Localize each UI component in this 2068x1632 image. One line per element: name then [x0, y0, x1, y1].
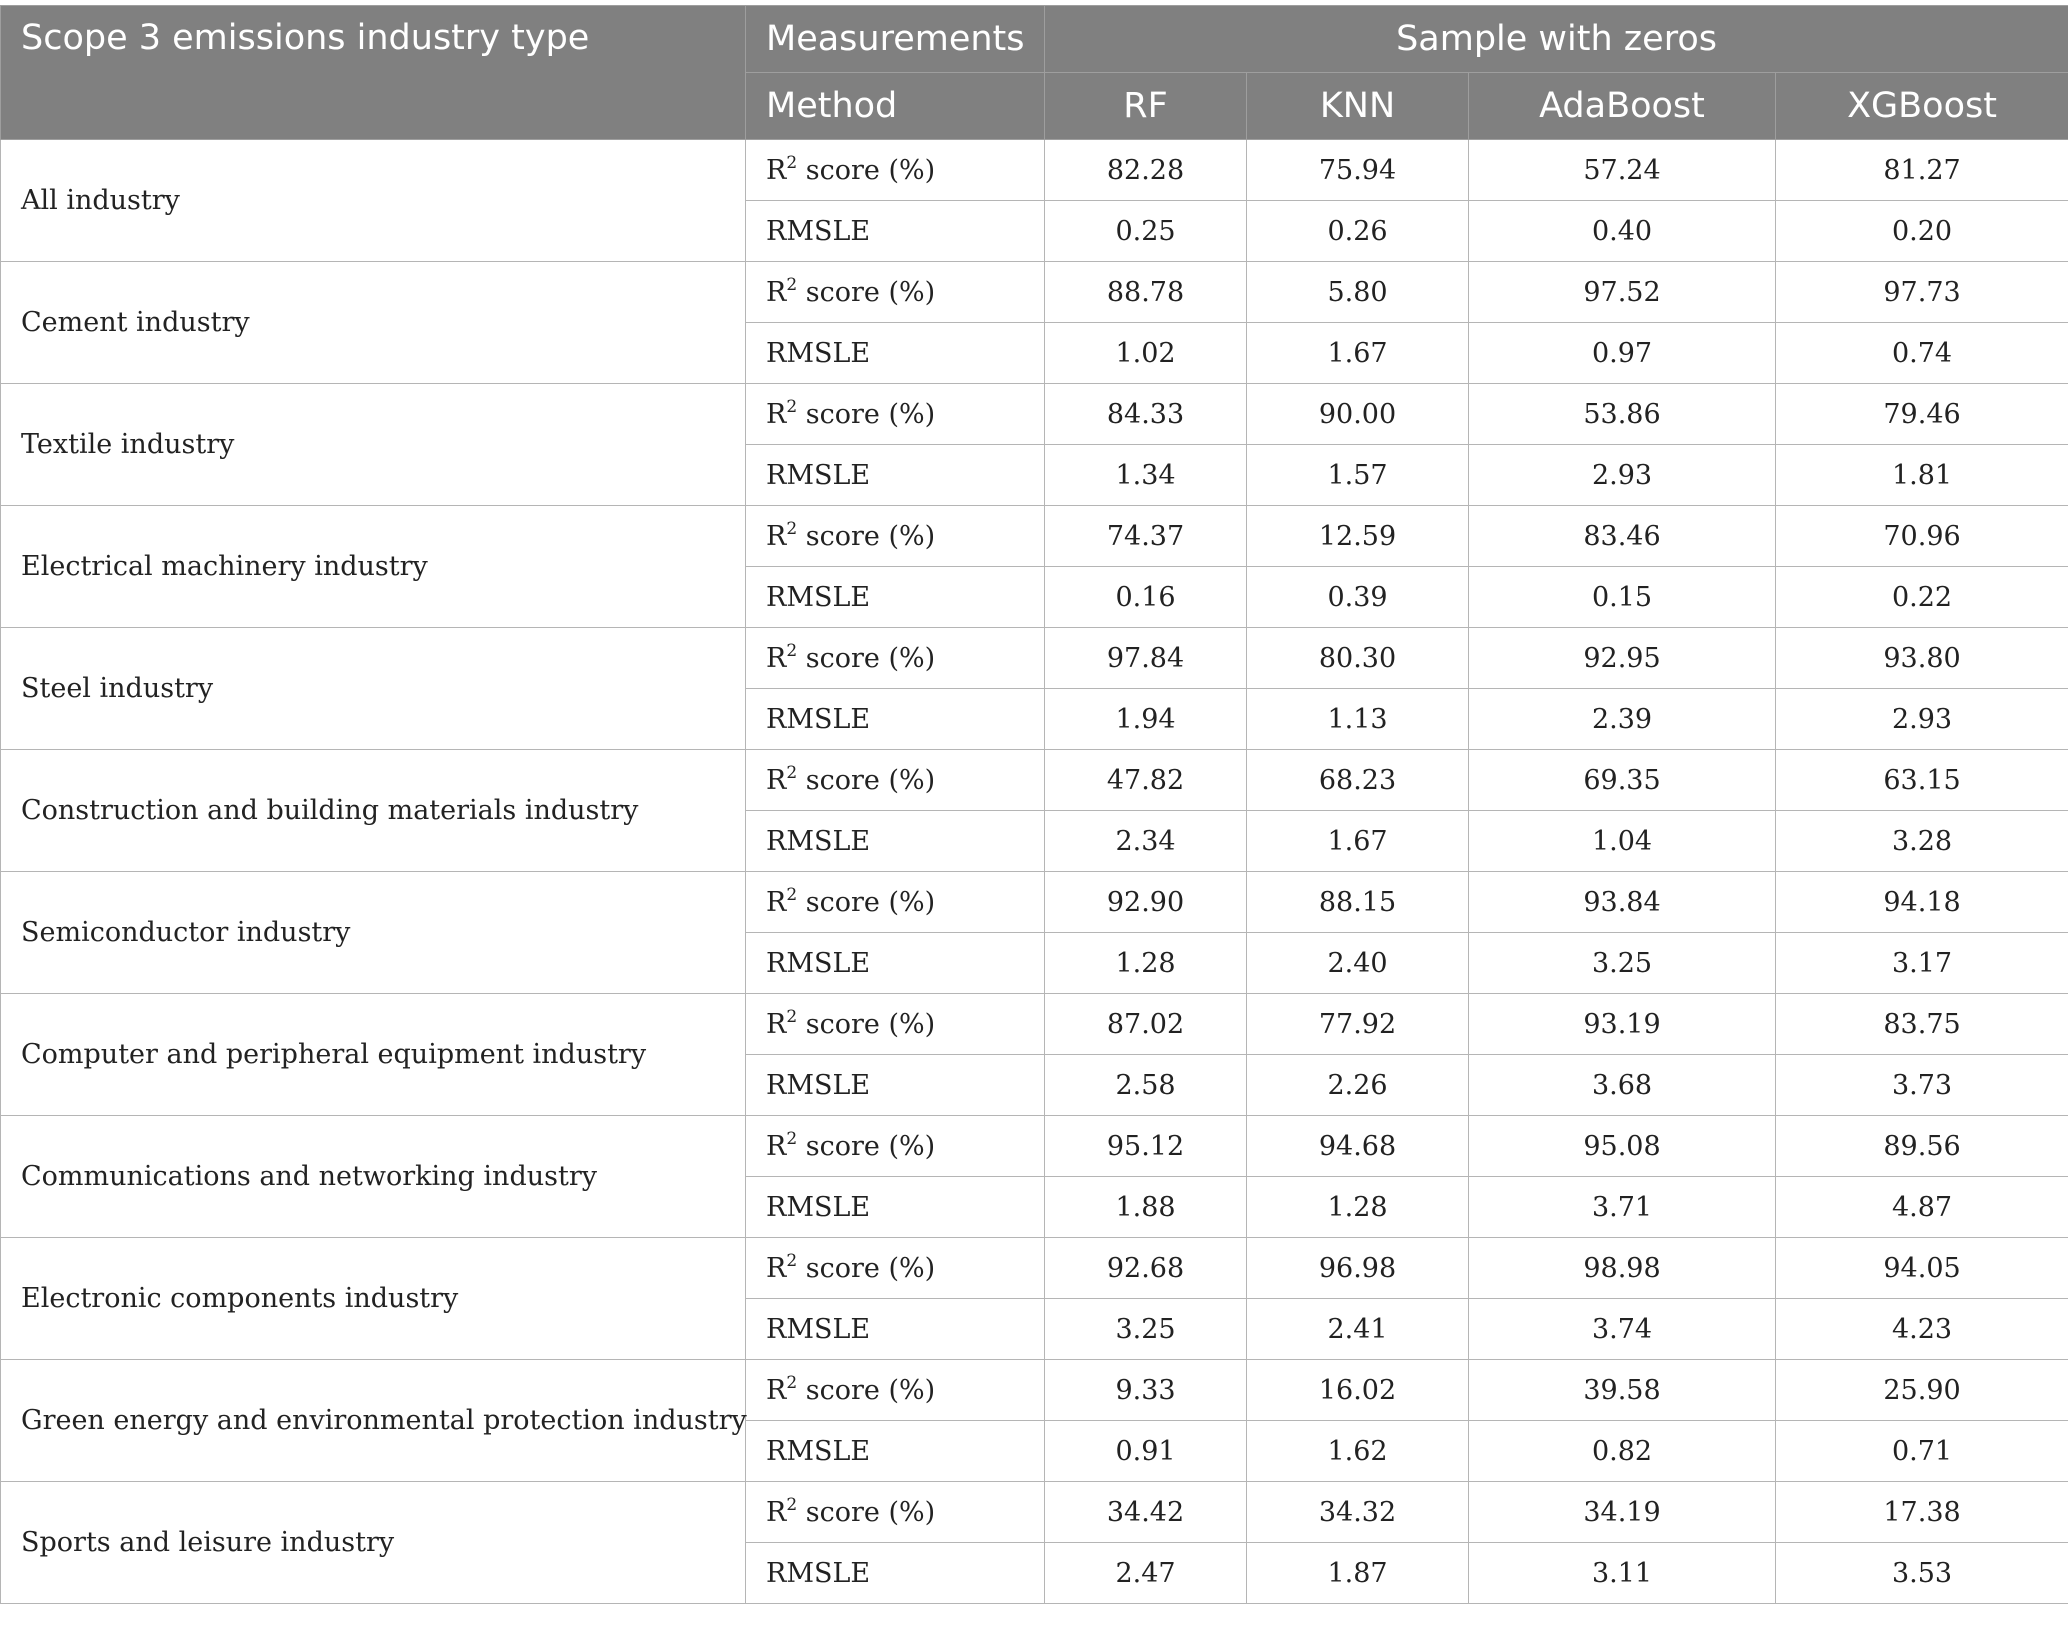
rmsle-value-adaboost: 2.39	[1469, 689, 1776, 750]
measurements-column-header: Measurements	[746, 6, 1045, 73]
rmsle-value-rf: 1.28	[1045, 933, 1247, 994]
rmsle-value-rf: 0.25	[1045, 201, 1247, 262]
r2-value-rf: 34.42	[1045, 1482, 1247, 1543]
rmsle-value-adaboost: 3.68	[1469, 1055, 1776, 1116]
rmsle-value-adaboost: 1.04	[1469, 811, 1776, 872]
rmsle-value-xgboost: 1.81	[1776, 445, 2068, 506]
r2-prefix: R	[766, 642, 787, 674]
r2-prefix: R	[766, 1496, 787, 1528]
rmsle-value-knn: 1.67	[1247, 323, 1469, 384]
table-row	[1, 1482, 2068, 1543]
rmsle-value-rf: 1.94	[1045, 689, 1247, 750]
measure-label-rmsle: RMSLE	[746, 567, 1045, 628]
rmsle-value-xgboost: 3.28	[1776, 811, 2068, 872]
rmsle-value-adaboost: 0.82	[1469, 1421, 1776, 1482]
rmsle-value-rf: 1.02	[1045, 323, 1247, 384]
table-row	[1, 1116, 2068, 1177]
rmsle-value-knn: 1.28	[1247, 1177, 1469, 1238]
r2-value-knn: 94.68	[1247, 1116, 1469, 1177]
rmsle-value-rf: 2.47	[1045, 1543, 1247, 1604]
r2-superscript: 2	[786, 1250, 798, 1271]
r2-value-rf: 9.33	[1045, 1360, 1247, 1421]
r2-value-adaboost: 34.19	[1469, 1482, 1776, 1543]
r2-suffix: score (%)	[797, 642, 936, 674]
industry-name: Electronic components industry	[1, 1238, 746, 1360]
rmsle-value-xgboost: 3.53	[1776, 1543, 2068, 1604]
measure-label-rmsle: RMSLE	[746, 689, 1045, 750]
r2-suffix: score (%)	[797, 276, 936, 308]
r2-suffix: score (%)	[797, 154, 936, 186]
table-header	[1, 6, 2068, 140]
r2-value-xgboost: 94.05	[1776, 1238, 2068, 1299]
r2-value-xgboost: 81.27	[1776, 140, 2068, 201]
r2-value-rf: 92.68	[1045, 1238, 1247, 1299]
r2-prefix: R	[766, 398, 787, 430]
rmsle-value-xgboost: 3.73	[1776, 1055, 2068, 1116]
measure-label-r2	[746, 872, 1045, 933]
header-row-top	[1, 6, 2068, 73]
rmsle-value-xgboost: 3.17	[1776, 933, 2068, 994]
measure-label-rmsle: RMSLE	[746, 445, 1045, 506]
r2-superscript: 2	[786, 1128, 798, 1149]
measure-label-rmsle: RMSLE	[746, 1299, 1045, 1360]
r2-superscript: 2	[786, 762, 798, 783]
r2-value-adaboost: 97.52	[1469, 262, 1776, 323]
method-header-xgboost: XGBoost	[1776, 73, 2068, 140]
r2-value-xgboost: 79.46	[1776, 384, 2068, 445]
table-row	[1, 140, 2068, 201]
measure-label-r2	[746, 1116, 1045, 1177]
industry-name: Construction and building materials industry	[1, 750, 746, 872]
industry-name: Computer and peripheral equipment industry	[1, 994, 746, 1116]
rmsle-value-adaboost: 3.74	[1469, 1299, 1776, 1360]
r2-value-adaboost: 69.35	[1469, 750, 1776, 811]
r2-value-xgboost: 83.75	[1776, 994, 2068, 1055]
r2-suffix: score (%)	[797, 764, 936, 796]
rmsle-value-rf: 3.25	[1045, 1299, 1247, 1360]
rmsle-value-knn: 2.40	[1247, 933, 1469, 994]
r2-value-rf: 87.02	[1045, 994, 1247, 1055]
rmsle-value-knn: 2.26	[1247, 1055, 1469, 1116]
r2-superscript: 2	[786, 884, 798, 905]
r2-prefix: R	[766, 1130, 787, 1162]
r2-suffix: score (%)	[797, 1008, 936, 1040]
rmsle-value-knn: 0.39	[1247, 567, 1469, 628]
rmsle-value-adaboost: 0.97	[1469, 323, 1776, 384]
r2-value-rf: 84.33	[1045, 384, 1247, 445]
r2-value-knn: 34.32	[1247, 1482, 1469, 1543]
industry-name: Textile industry	[1, 384, 746, 506]
industry-name: Sports and leisure industry	[1, 1482, 746, 1604]
industry-name: All industry	[1, 140, 746, 262]
rmsle-value-knn: 2.41	[1247, 1299, 1469, 1360]
rmsle-value-xgboost: 0.22	[1776, 567, 2068, 628]
r2-suffix: score (%)	[797, 886, 936, 918]
measure-label-r2	[746, 262, 1045, 323]
rmsle-value-rf: 0.91	[1045, 1421, 1247, 1482]
r2-value-adaboost: 53.86	[1469, 384, 1776, 445]
rmsle-value-rf: 0.16	[1045, 567, 1247, 628]
r2-value-knn: 12.59	[1247, 506, 1469, 567]
rmsle-value-knn: 1.67	[1247, 811, 1469, 872]
rmsle-value-knn: 1.62	[1247, 1421, 1469, 1482]
r2-value-xgboost: 25.90	[1776, 1360, 2068, 1421]
r2-suffix: score (%)	[797, 1374, 936, 1406]
industry-name: Green energy and environmental protection industry	[1, 1360, 746, 1482]
r2-value-xgboost: 94.18	[1776, 872, 2068, 933]
rmsle-value-xgboost: 2.93	[1776, 689, 2068, 750]
rmsle-value-adaboost: 0.15	[1469, 567, 1776, 628]
r2-superscript: 2	[786, 1372, 798, 1393]
measure-label-rmsle: RMSLE	[746, 1543, 1045, 1604]
industry-name: Communications and networking industry	[1, 1116, 746, 1238]
rmsle-value-rf: 2.34	[1045, 811, 1247, 872]
measure-label-r2	[746, 1360, 1045, 1421]
industry-name: Semiconductor industry	[1, 872, 746, 994]
measure-label-r2	[746, 1482, 1045, 1543]
r2-value-knn: 68.23	[1247, 750, 1469, 811]
rmsle-value-xgboost: 4.23	[1776, 1299, 2068, 1360]
r2-superscript: 2	[786, 152, 798, 173]
results-table	[0, 5, 2068, 1604]
r2-value-adaboost: 57.24	[1469, 140, 1776, 201]
r2-value-adaboost: 95.08	[1469, 1116, 1776, 1177]
rmsle-value-xgboost: 0.74	[1776, 323, 2068, 384]
rmsle-value-xgboost: 4.87	[1776, 1177, 2068, 1238]
r2-value-xgboost: 70.96	[1776, 506, 2068, 567]
r2-prefix: R	[766, 276, 787, 308]
rmsle-value-rf: 1.88	[1045, 1177, 1247, 1238]
r2-suffix: score (%)	[797, 398, 936, 430]
rmsle-value-adaboost: 3.71	[1469, 1177, 1776, 1238]
r2-value-xgboost: 17.38	[1776, 1482, 2068, 1543]
r2-value-rf: 82.28	[1045, 140, 1247, 201]
rmsle-value-adaboost: 3.25	[1469, 933, 1776, 994]
r2-value-knn: 88.15	[1247, 872, 1469, 933]
industry-column-header: Scope 3 emissions industry type	[1, 6, 746, 140]
r2-value-xgboost: 63.15	[1776, 750, 2068, 811]
rmsle-value-rf: 2.58	[1045, 1055, 1247, 1116]
r2-value-xgboost: 97.73	[1776, 262, 2068, 323]
table-row	[1, 384, 2068, 445]
r2-value-rf: 47.82	[1045, 750, 1247, 811]
measure-label-r2	[746, 140, 1045, 201]
r2-value-xgboost: 89.56	[1776, 1116, 2068, 1177]
industry-name: Electrical machinery industry	[1, 506, 746, 628]
r2-value-knn: 5.80	[1247, 262, 1469, 323]
measure-label-rmsle: RMSLE	[746, 1421, 1045, 1482]
measure-label-rmsle: RMSLE	[746, 933, 1045, 994]
r2-value-knn: 16.02	[1247, 1360, 1469, 1421]
r2-suffix: score (%)	[797, 1252, 936, 1284]
rmsle-value-adaboost: 0.40	[1469, 201, 1776, 262]
r2-suffix: score (%)	[797, 1496, 936, 1528]
table-body	[1, 140, 2068, 1604]
table-row	[1, 262, 2068, 323]
r2-superscript: 2	[786, 396, 798, 417]
r2-value-knn: 77.92	[1247, 994, 1469, 1055]
rmsle-value-knn: 1.87	[1247, 1543, 1469, 1604]
r2-value-rf: 88.78	[1045, 262, 1247, 323]
r2-value-knn: 80.30	[1247, 628, 1469, 689]
measure-label-rmsle: RMSLE	[746, 201, 1045, 262]
table-row	[1, 1360, 2068, 1421]
table-row	[1, 750, 2068, 811]
measure-label-r2	[746, 1238, 1045, 1299]
r2-value-rf: 92.90	[1045, 872, 1247, 933]
measure-label-r2	[746, 628, 1045, 689]
table-row	[1, 628, 2068, 689]
r2-superscript: 2	[786, 1494, 798, 1515]
r2-superscript: 2	[786, 274, 798, 295]
r2-value-adaboost: 92.95	[1469, 628, 1776, 689]
r2-value-adaboost: 83.46	[1469, 506, 1776, 567]
rmsle-value-adaboost: 2.93	[1469, 445, 1776, 506]
r2-prefix: R	[766, 1008, 787, 1040]
table-row	[1, 506, 2068, 567]
r2-suffix: score (%)	[797, 1130, 936, 1162]
r2-value-xgboost: 93.80	[1776, 628, 2068, 689]
table-row	[1, 994, 2068, 1055]
measure-label-r2	[746, 384, 1045, 445]
measure-label-rmsle: RMSLE	[746, 323, 1045, 384]
r2-value-rf: 74.37	[1045, 506, 1247, 567]
method-header-knn: KNN	[1247, 73, 1469, 140]
rmsle-value-adaboost: 3.11	[1469, 1543, 1776, 1604]
r2-suffix: score (%)	[797, 520, 936, 552]
r2-value-knn: 96.98	[1247, 1238, 1469, 1299]
measure-label-r2	[746, 750, 1045, 811]
r2-value-rf: 95.12	[1045, 1116, 1247, 1177]
measure-label-r2	[746, 994, 1045, 1055]
table-row	[1, 872, 2068, 933]
measure-label-rmsle: RMSLE	[746, 1055, 1045, 1116]
rmsle-value-knn: 1.57	[1247, 445, 1469, 506]
method-header-rf: RF	[1045, 73, 1247, 140]
table-row	[1, 1238, 2068, 1299]
industry-name: Cement industry	[1, 262, 746, 384]
r2-superscript: 2	[786, 518, 798, 539]
industry-name: Steel industry	[1, 628, 746, 750]
r2-value-adaboost: 93.84	[1469, 872, 1776, 933]
sample-group-header: Sample with zeros	[1045, 6, 2068, 73]
measure-label-rmsle: RMSLE	[746, 811, 1045, 872]
r2-value-adaboost: 93.19	[1469, 994, 1776, 1055]
r2-value-knn: 90.00	[1247, 384, 1469, 445]
rmsle-value-knn: 1.13	[1247, 689, 1469, 750]
r2-prefix: R	[766, 1252, 787, 1284]
r2-prefix: R	[766, 154, 787, 186]
r2-value-knn: 75.94	[1247, 140, 1469, 201]
r2-value-adaboost: 39.58	[1469, 1360, 1776, 1421]
r2-superscript: 2	[786, 640, 798, 661]
rmsle-value-xgboost: 0.20	[1776, 201, 2068, 262]
measure-label-rmsle: RMSLE	[746, 1177, 1045, 1238]
r2-superscript: 2	[786, 1006, 798, 1027]
method-column-header: Method	[746, 73, 1045, 140]
rmsle-value-rf: 1.34	[1045, 445, 1247, 506]
method-header-adaboost: AdaBoost	[1469, 73, 1776, 140]
rmsle-value-knn: 0.26	[1247, 201, 1469, 262]
measure-label-r2	[746, 506, 1045, 567]
r2-prefix: R	[766, 886, 787, 918]
rmsle-value-xgboost: 0.71	[1776, 1421, 2068, 1482]
r2-value-rf: 97.84	[1045, 628, 1247, 689]
r2-prefix: R	[766, 520, 787, 552]
r2-prefix: R	[766, 764, 787, 796]
r2-prefix: R	[766, 1374, 787, 1406]
r2-value-adaboost: 98.98	[1469, 1238, 1776, 1299]
